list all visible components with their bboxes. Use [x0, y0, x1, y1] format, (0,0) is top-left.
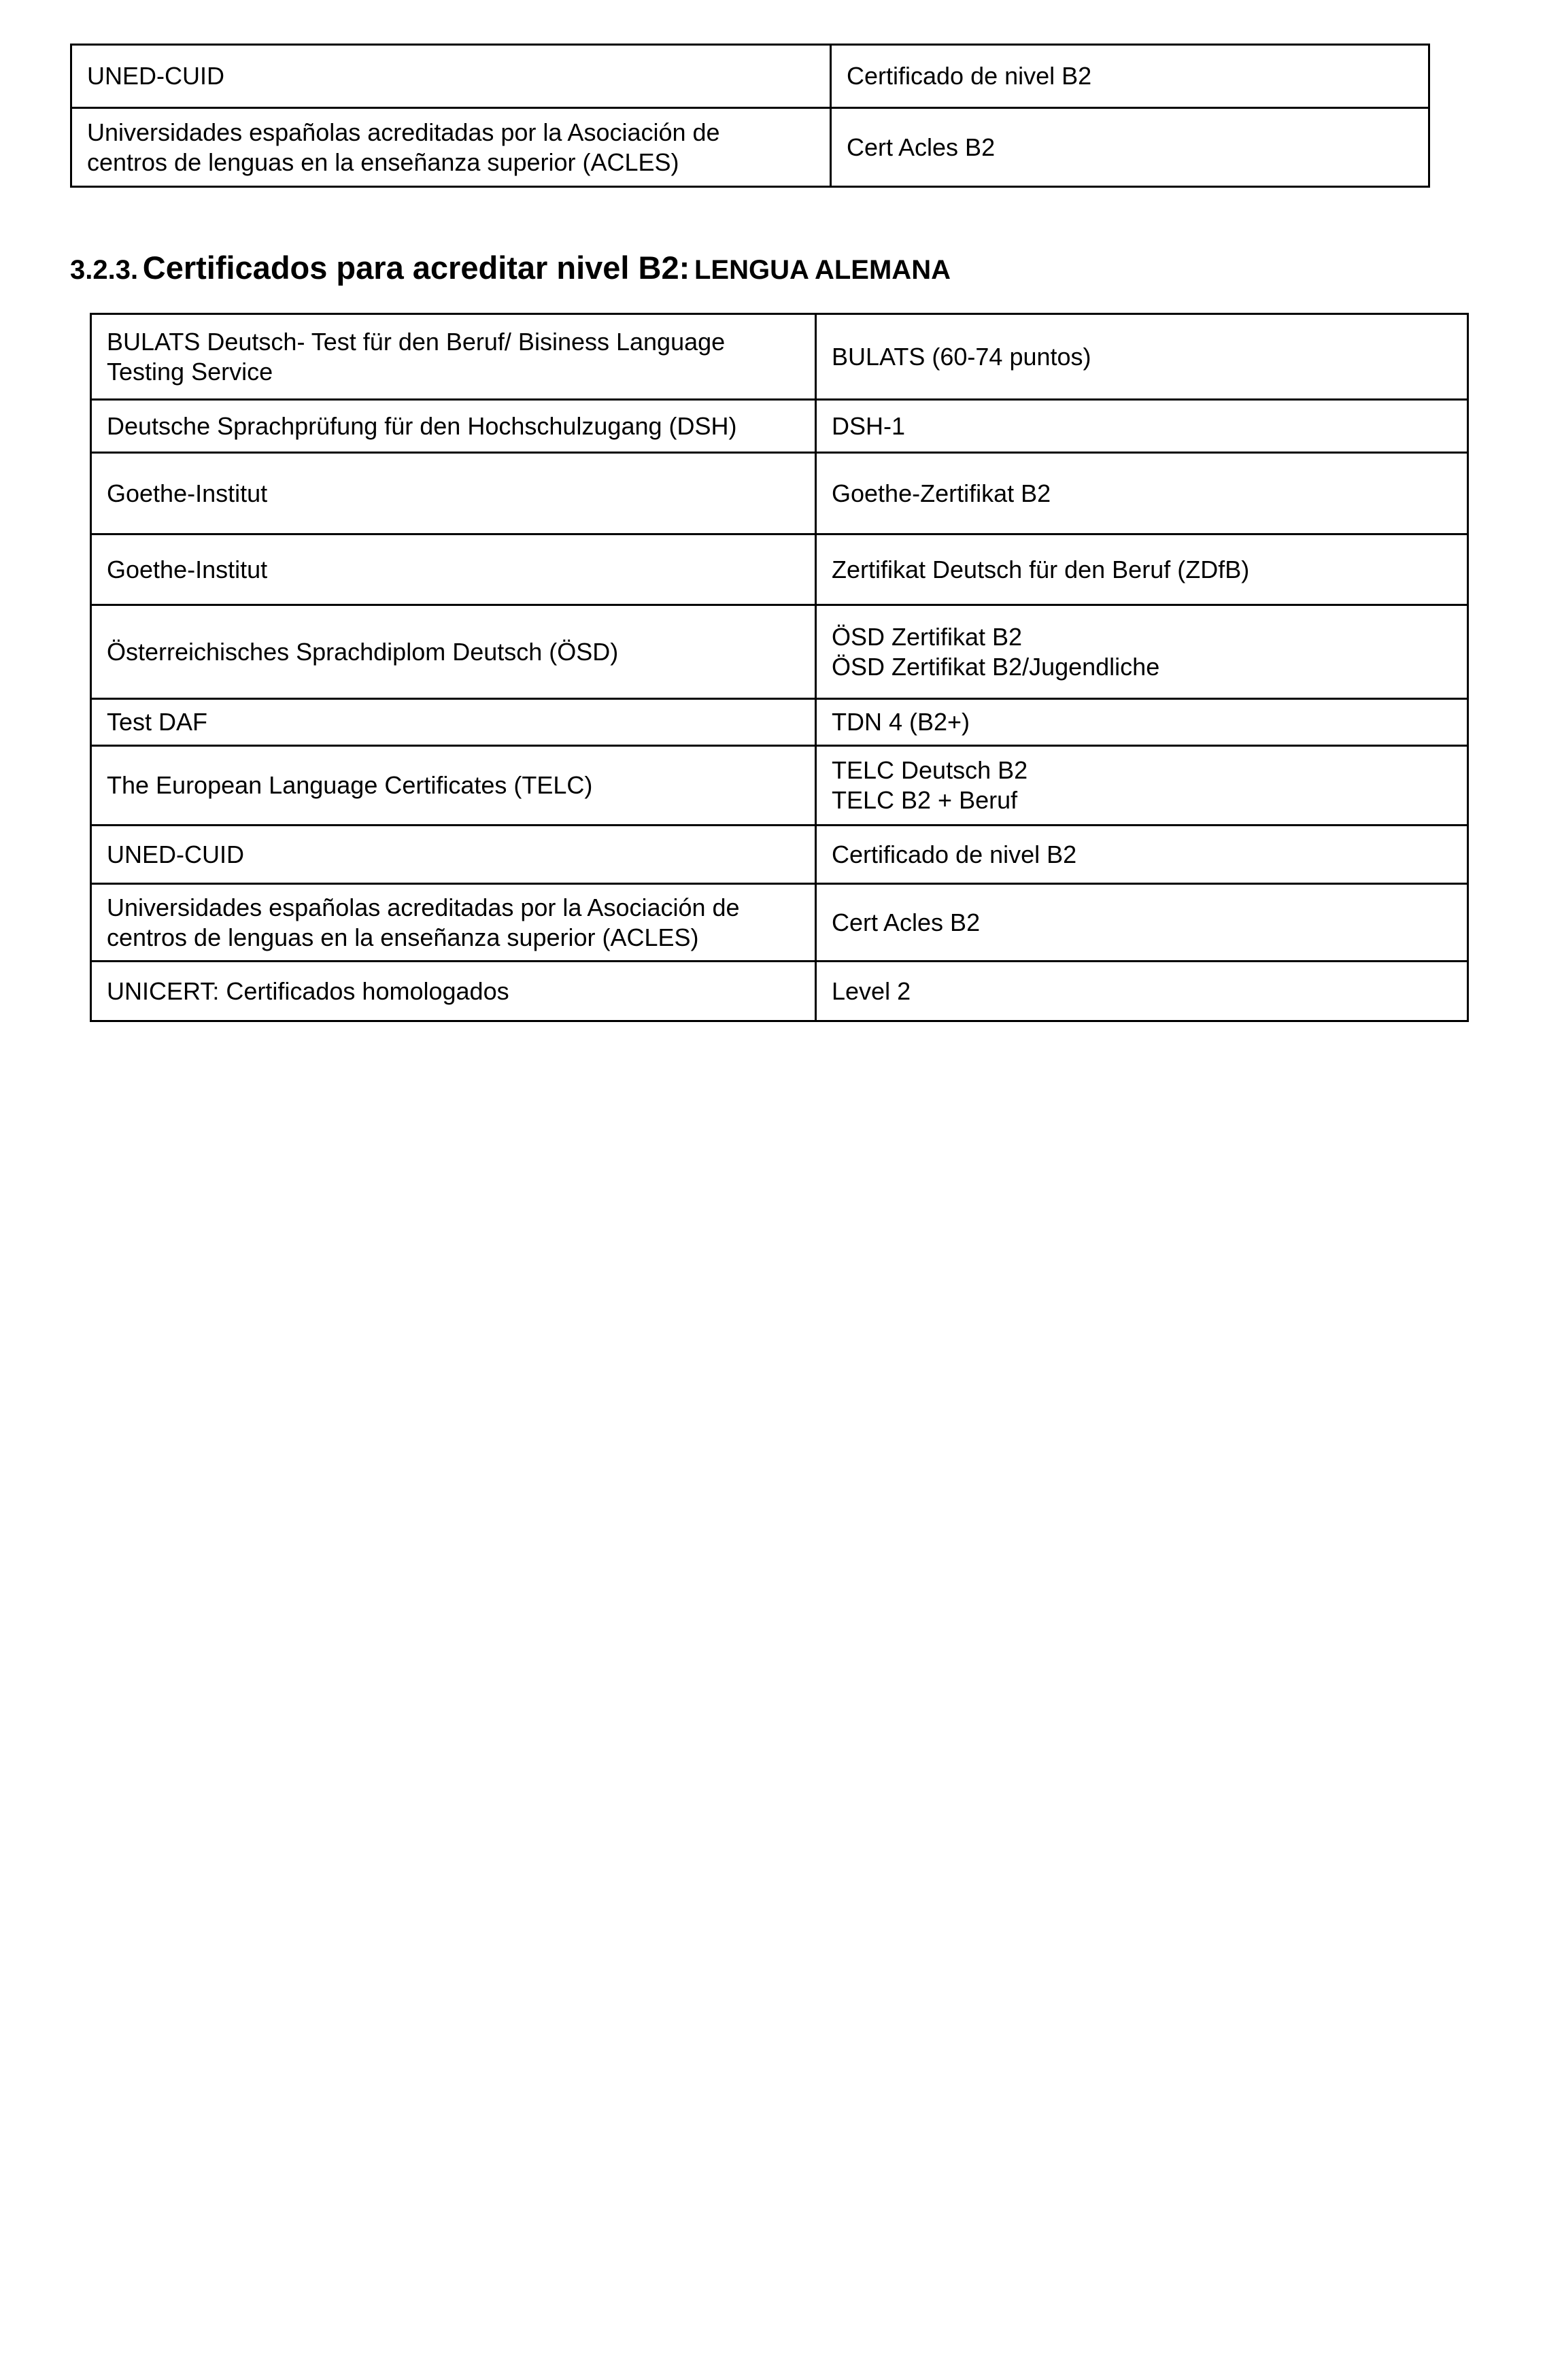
certificates-table-continued [70, 44, 1430, 188]
institution-cell: Universidades españolas acreditadas por la Asociación de centros de lenguas en la enseñanza superior (ACLES) [91, 884, 816, 962]
table-row [91, 534, 1468, 605]
certificate-cell: Certificado de nivel B2 [816, 826, 1468, 884]
section-title: Certificados para acreditar nivel B2: [142, 250, 690, 286]
german-certificates-table [90, 313, 1469, 1022]
institution-cell: Deutsche Sprachprüfung für den Hochschulzugang (DSH) [91, 400, 816, 453]
table-row [91, 453, 1468, 534]
table-row [91, 314, 1468, 400]
institution-cell: BULATS Deutsch- Test für den Beruf/ Bisiness Language Testing Service [91, 314, 816, 400]
institution-cell: Universidades españolas acreditadas por la Asociación de centros de lenguas en la enseñanza superior (ACLES) [71, 108, 831, 187]
certificate-cell: ÖSD Zertifikat B2 ÖSD Zertifikat B2/Jugendliche [816, 605, 1468, 699]
certificate-cell: Level 2 [816, 962, 1468, 1021]
certificate-cell: Cert Acles B2 [831, 108, 1429, 187]
institution-cell: Österreichisches Sprachdiplom Deutsch (ÖSD) [91, 605, 816, 699]
certificate-cell: Goethe-Zertifikat B2 [816, 453, 1468, 534]
institution-cell: The European Language Certificates (TELC) [91, 746, 816, 826]
certificate-cell: Cert Acles B2 [816, 884, 1468, 962]
institution-cell: UNICERT: Certificados homologados [91, 962, 816, 1021]
table-row [91, 699, 1468, 746]
certificate-cell: DSH-1 [816, 400, 1468, 453]
certificate-cell: Certificado de nivel B2 [831, 45, 1429, 108]
table-row [71, 108, 1429, 187]
institution-cell: Goethe-Institut [91, 534, 816, 605]
certificate-cell: TELC Deutsch B2 TELC B2 + Beruf [816, 746, 1468, 826]
certificate-cell: BULATS (60-74 puntos) [816, 314, 1468, 400]
table-row [91, 400, 1468, 453]
section-language: LENGUA ALEMANA [694, 255, 951, 285]
certificate-cell: TDN 4 (B2+) [816, 699, 1468, 746]
section-number: 3.2.3. [70, 255, 139, 285]
table-row [91, 884, 1468, 962]
certificate-cell: Zertifikat Deutsch für den Beruf (ZDfB) [816, 534, 1468, 605]
table-row [91, 826, 1468, 884]
table-row [71, 45, 1429, 108]
institution-cell: UNED-CUID [91, 826, 816, 884]
institution-cell: Test DAF [91, 699, 816, 746]
table-row [91, 962, 1468, 1021]
table-row [91, 605, 1468, 699]
institution-cell: UNED-CUID [71, 45, 831, 108]
section-heading [70, 248, 951, 294]
institution-cell: Goethe-Institut [91, 453, 816, 534]
table-row [91, 746, 1468, 826]
